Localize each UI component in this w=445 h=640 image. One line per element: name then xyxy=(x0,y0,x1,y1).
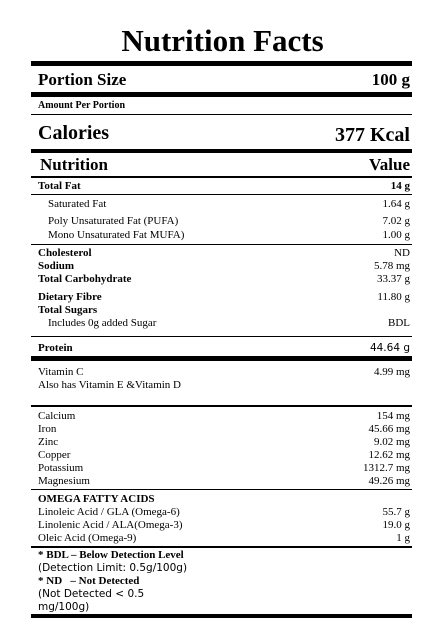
nutrient-row xyxy=(38,197,410,211)
nutrient-value: 1.64 g xyxy=(382,198,410,210)
title-rule xyxy=(31,61,412,66)
nd-note-detail-2: mg/100g) xyxy=(38,601,90,613)
portion-rule xyxy=(31,92,412,97)
nutrient-value: ND xyxy=(394,247,410,259)
bdl-note-detail: (Detection Limit: 0.5g/100g) xyxy=(38,562,188,574)
row-divider xyxy=(31,546,412,548)
nutrient-row xyxy=(38,303,410,317)
nutrient-name: Oleic Acid (Omega-9) xyxy=(38,532,137,544)
nutrient-value: 7.02 g xyxy=(382,215,410,227)
nutrient-value: BDL xyxy=(388,317,410,329)
row-divider xyxy=(31,405,412,407)
calories-label: Calories xyxy=(38,122,110,144)
nutrient-row xyxy=(38,448,410,462)
row-divider xyxy=(31,244,412,245)
nutrient-name: Protein xyxy=(38,342,73,354)
nutrient-row xyxy=(38,435,410,449)
nutrient-value: 44.64 g xyxy=(369,342,410,354)
nutrient-value: 9.02 mg xyxy=(373,436,410,448)
nutrient-row xyxy=(38,259,410,273)
nutrient-name: Cholesterol xyxy=(38,247,92,259)
nutrient-name: Total Fat xyxy=(38,180,81,192)
vitamin-note-text: Also has Vitamin E &Vitamin D xyxy=(38,379,181,391)
nutrient-value: 4.99 mg xyxy=(373,366,410,378)
nutrient-value: 154 mg xyxy=(376,410,410,422)
row-divider xyxy=(31,194,412,195)
nutrient-name: Iron xyxy=(38,423,57,435)
nutrient-value: 19.0 g xyxy=(382,519,410,531)
nutrient-value: 55.7 g xyxy=(382,506,410,518)
nutrient-row xyxy=(38,228,410,242)
nutrient-value: 33.37 g xyxy=(377,273,410,285)
value-header: Value xyxy=(369,155,410,174)
nutrient-name: Saturated Fat xyxy=(48,198,107,210)
nutrient-row xyxy=(38,518,410,532)
nutrient-row xyxy=(38,214,410,228)
nutrient-row xyxy=(38,365,410,379)
nutrient-row xyxy=(38,290,410,304)
nutrient-value: 1 g xyxy=(396,532,410,544)
nutrient-name: Linolenic Acid / ALA(Omega-3) xyxy=(38,519,183,531)
header-rule xyxy=(31,176,412,178)
bdl-note-title: * BDL – Below Detection Level xyxy=(38,549,184,561)
nutrient-value: 14 g xyxy=(390,180,410,192)
nutrient-row xyxy=(38,341,410,355)
bottom-rule xyxy=(31,614,412,618)
nutrient-value: 12.62 mg xyxy=(368,449,410,461)
nutrient-value: 5.78 mg xyxy=(373,260,410,272)
nutrient-value: 11.80 g xyxy=(377,291,410,303)
nutrient-name: Potassium xyxy=(38,462,84,474)
portion-size-label: Portion Size xyxy=(38,70,127,89)
nutrient-row xyxy=(38,409,410,423)
protein-rule xyxy=(31,356,412,361)
nutrient-name: Sodium xyxy=(38,260,75,272)
row-divider xyxy=(31,336,412,337)
nutrient-value: 49.26 mg xyxy=(368,475,410,487)
calories-value: 377 Kcal xyxy=(335,124,410,146)
nutrient-row xyxy=(38,505,410,519)
nutrient-row xyxy=(38,422,410,436)
nutrient-name: Total Carbohydrate xyxy=(38,273,132,285)
row-divider xyxy=(31,489,412,490)
omega-heading xyxy=(38,492,410,506)
nutrient-name: Copper xyxy=(38,449,71,461)
nd-note-detail-1: (Not Detected < 0.5 xyxy=(38,588,145,600)
omega-heading-text: OMEGA FATTY ACIDS xyxy=(38,493,155,505)
nutrient-value: 1.00 g xyxy=(382,229,410,241)
nutrient-value: 1312.7 mg xyxy=(362,462,410,474)
nutrient-name: Linoleic Acid / GLA (Omega-6) xyxy=(38,506,180,518)
nutrient-name: Magnesium xyxy=(38,475,90,487)
nutrient-name: Poly Unsaturated Fat (PUFA) xyxy=(48,215,179,227)
amount-per-portion: Amount Per Portion xyxy=(38,100,126,111)
nutrient-row xyxy=(38,474,410,488)
nutrient-value: 45.66 mg xyxy=(368,423,410,435)
amount-rule xyxy=(31,114,412,115)
nd-note-title: * ND – Not Detected xyxy=(38,575,140,587)
nutrient-name: Calcium xyxy=(38,410,76,422)
vitamin-note xyxy=(38,378,410,392)
nutrient-name: Vitamin C xyxy=(38,366,84,378)
nutrient-name: Mono Unsaturated Fat MUFA) xyxy=(48,229,185,241)
nutrition-header: Nutrition xyxy=(40,155,108,174)
portion-size-value: 100 g xyxy=(371,70,410,89)
label-title: Nutrition Facts xyxy=(121,23,324,58)
nutrient-row xyxy=(38,461,410,475)
nutrient-row xyxy=(38,316,410,330)
nutrient-name: Total Sugars xyxy=(38,304,98,316)
nutrient-row xyxy=(38,179,410,193)
calories-rule xyxy=(31,149,412,153)
nutrient-name: Dietary Fibre xyxy=(38,291,102,303)
nutrient-row xyxy=(38,246,410,260)
nutrient-name: Includes 0g added Sugar xyxy=(48,317,157,329)
nutrient-row xyxy=(38,272,410,286)
nutrient-name: Zinc xyxy=(38,436,59,448)
nutrient-row xyxy=(38,531,410,545)
